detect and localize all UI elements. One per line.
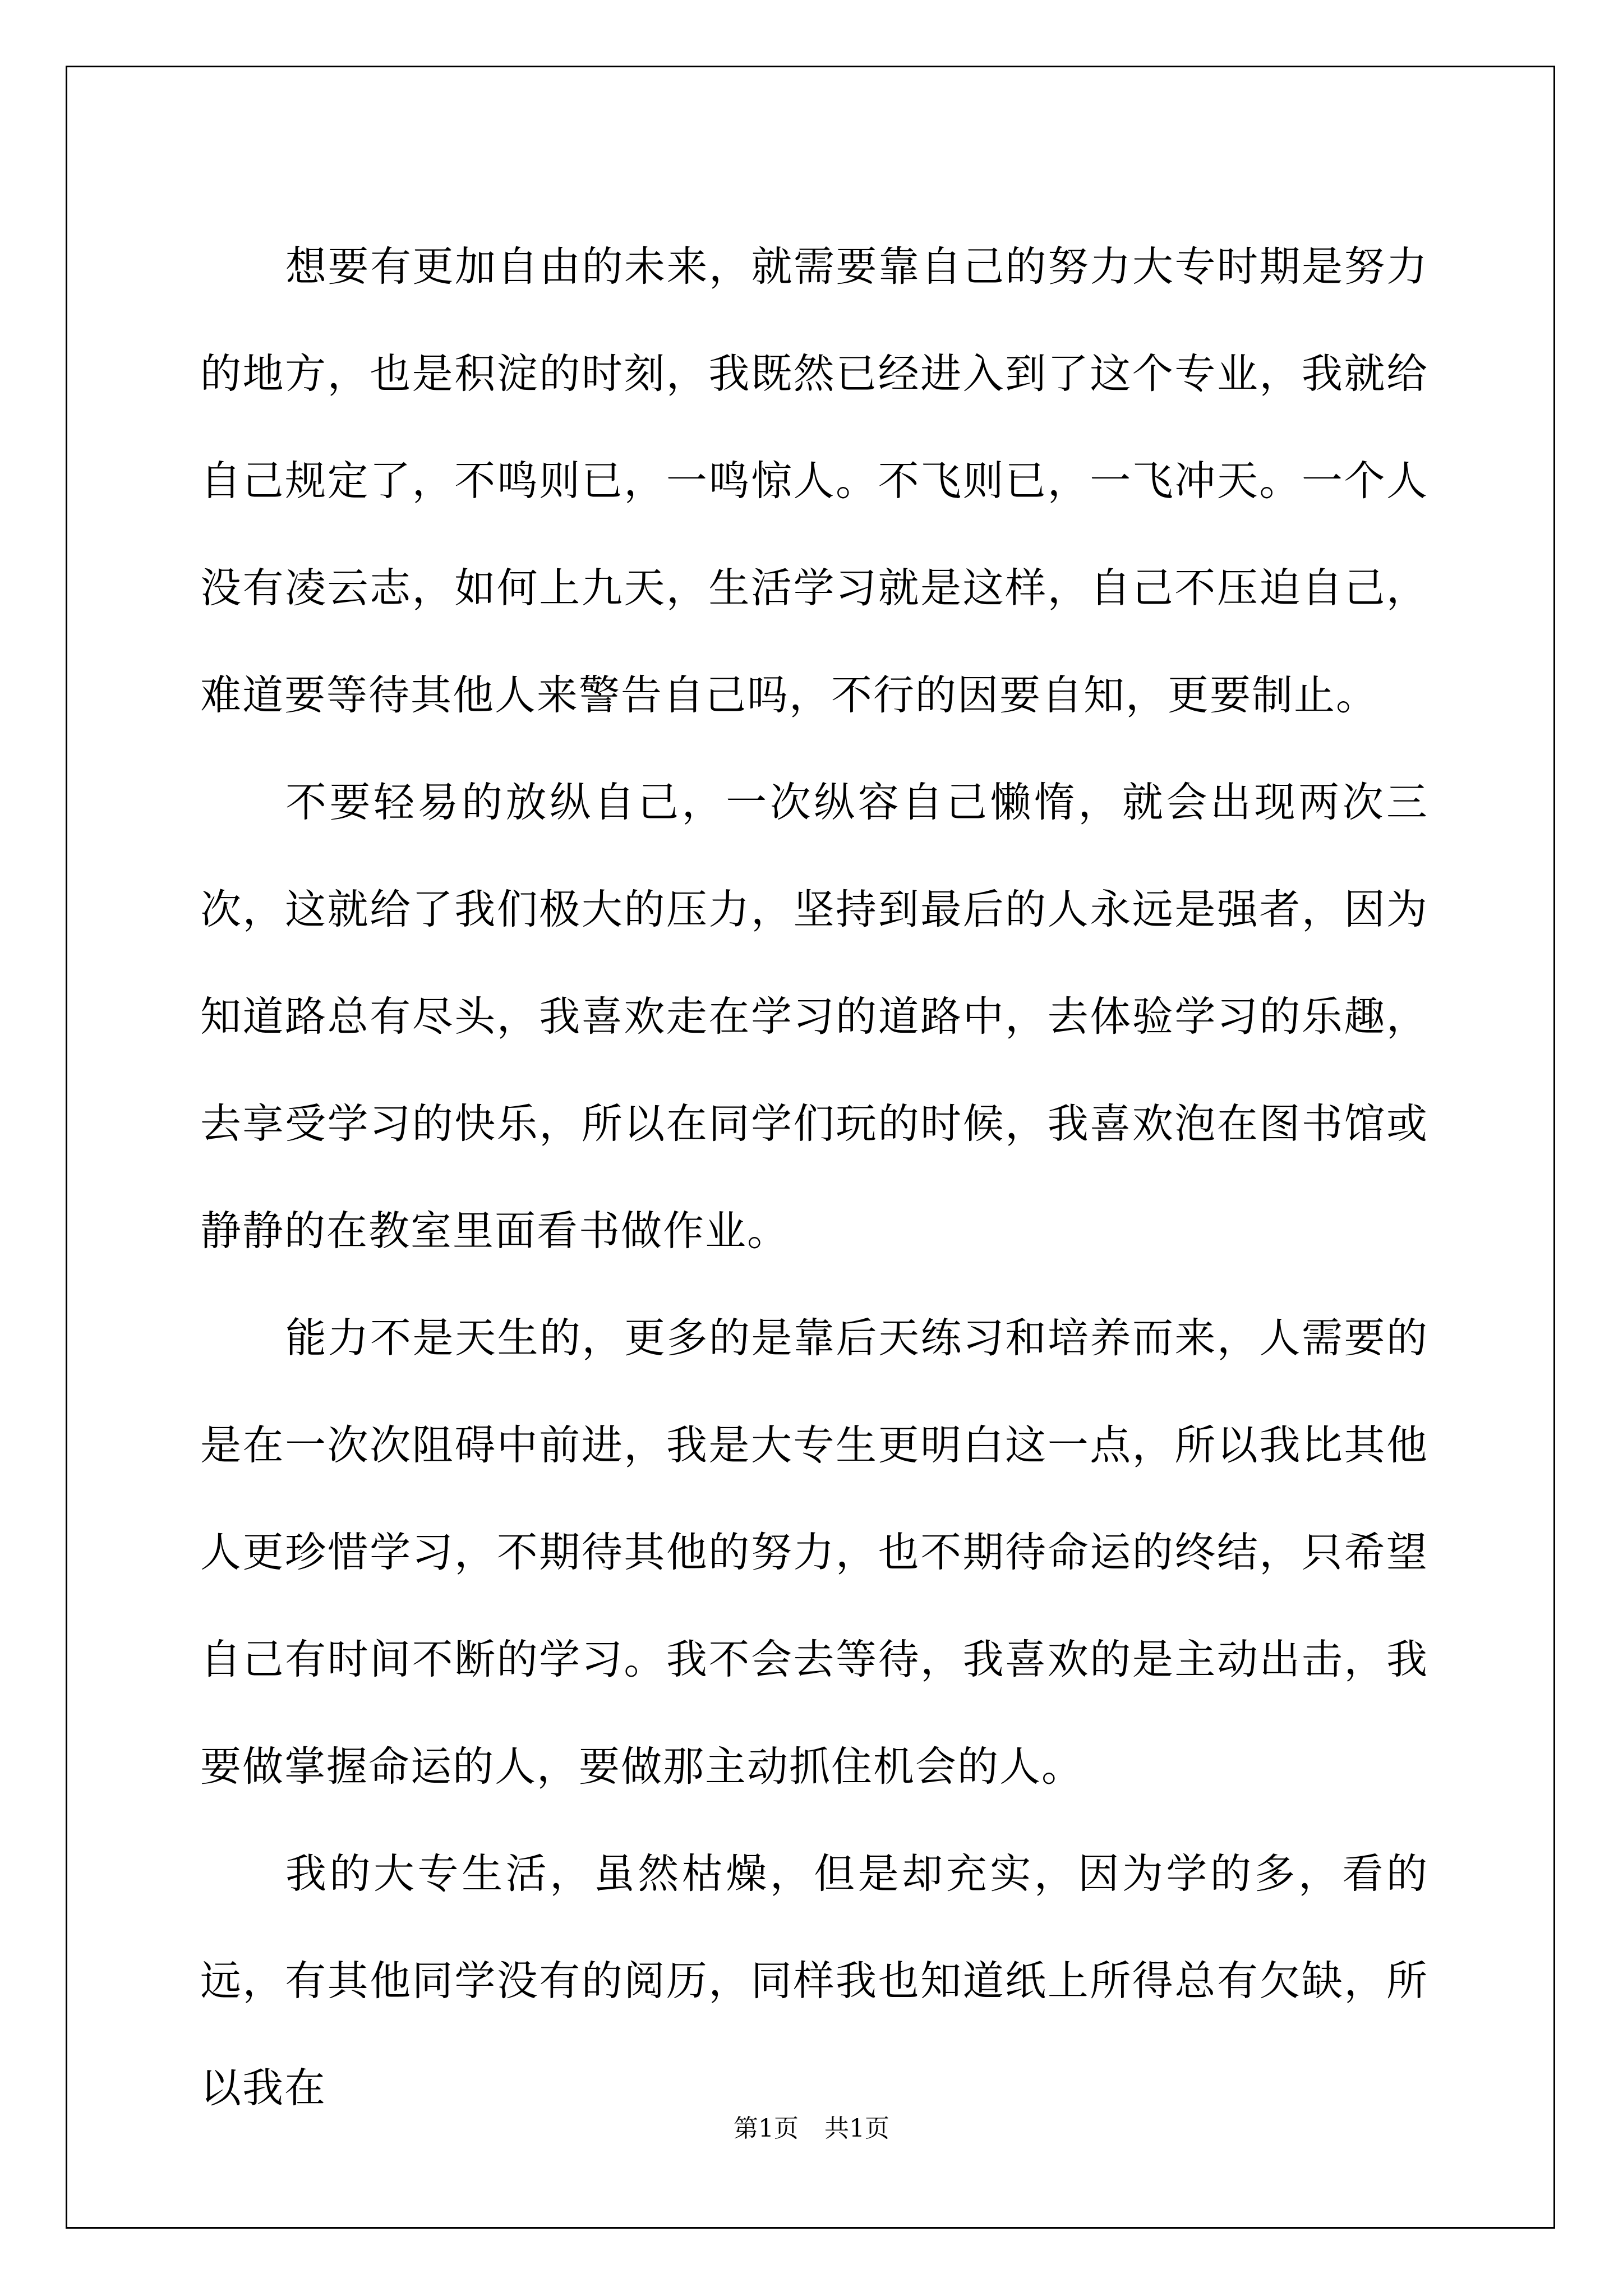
- document-body: [200, 213, 1428, 2142]
- page-number-total: 共1页: [824, 2114, 889, 2143]
- paragraph-4: 我的大专生活，虽然枯燥，但是却充实，因为学的多，看的远，有其他同学没有的阅历，同样我也知道纸上所得总有欠缺，所以我在: [200, 1850, 1428, 2112]
- paragraph-3: 能力不是天生的，更多的是靠后天练习和培养而来，人需要的是在一次次阻碍中前进，我是大专生更明白这一点，所以我比其他人更珍惜学习，不期待其他的努力，也不期待命运的终结，只希望自己有时间不断的学习。我不会去等待，我喜欢的是主动出击，我要做掌握命运的人，要做那主动抓住机会的人。: [200, 1314, 1428, 1791]
- paragraph-1: 想要有更加自由的未来，就需要靠自己的努力大专时期是努力的地方，也是积淀的时刻，我既然已经进入到了这个专业，我就给自己规定了，不鸣则已，一鸣惊人。不飞则已，一飞冲天。一个人没有凌云志，如何上九天，生活学习就是这样，自己不压迫自己，难道要等待其他人来警告自己吗，不行的因要自知，更要制止。: [200, 243, 1428, 719]
- paragraph-2: 不要轻易的放纵自己，一次纵容自己懒惰，就会出现两次三次，这就给了我们极大的压力，坚持到最后的人永远是强者，因为知道路总有尽头，我喜欢走在学习的道路中，去体验学习的乐趣，去享受学习的快乐，所以在同学们玩的时候，我喜欢泡在图书馆或静静的在教室里面看书做作业。: [200, 779, 1428, 1255]
- page-number-current: 第1页: [734, 2114, 799, 2143]
- page-footer: [0, 2112, 1623, 2146]
